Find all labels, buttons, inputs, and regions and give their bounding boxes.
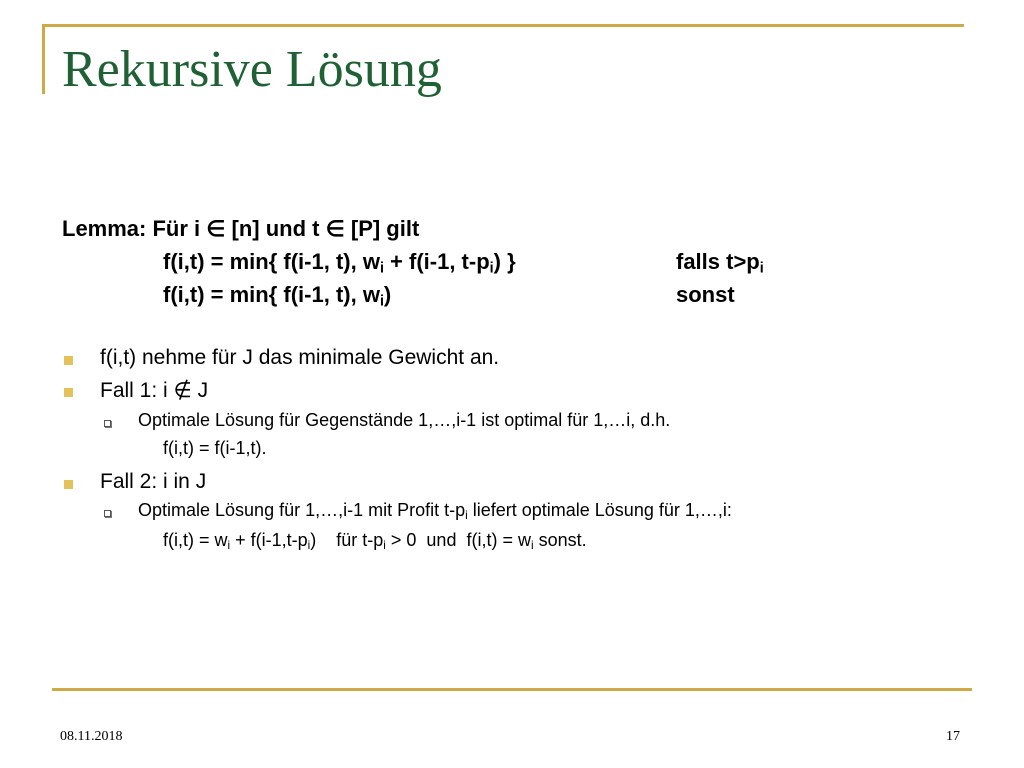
bullet-case-1: Fall 1: i ∉ J bbox=[100, 379, 209, 402]
case-1-formula: f(i,t) = f(i-1,t). bbox=[163, 438, 267, 458]
bullet-case-2: Fall 2: i in J bbox=[100, 470, 207, 493]
case-1-detail: Optimale Lösung für Gegenstände 1,…,i-1 ist optimal für 1,…i, d.h. bbox=[138, 410, 671, 430]
page-number: 17 bbox=[946, 729, 960, 744]
square-bullet-icon bbox=[64, 388, 73, 397]
case-2-formula: $f(i,t) = w_i + f(i-1,t-p_i)$ für $t-p_i > 0$ und $f(i,t) = w_i$ sonst. bbox=[163, 530, 587, 552]
hollow-square-bullet-icon bbox=[104, 510, 111, 517]
footer-date: 08.11.2018 bbox=[60, 729, 123, 744]
case-2-detail: Optimale Lösung für 1,…,i-1 mit Profit $t-p_i$ liefert optimale Lösung für 1,…,i: bbox=[138, 500, 732, 522]
square-bullet-icon bbox=[64, 356, 73, 365]
lemma-condition-1: falls $t>p_i$ bbox=[676, 249, 764, 277]
lemma-heading: Lemma: Für i ∈ [n] und t ∈ [P] gilt bbox=[62, 216, 420, 241]
frame-top-line bbox=[42, 24, 964, 27]
lemma-equation-2: f(i,t) = min{ f(i-1, t), $w_i$) bbox=[163, 282, 392, 310]
slide-title: Rekursive Lösung bbox=[62, 41, 442, 98]
footer-line bbox=[52, 688, 972, 691]
lemma-equation-1: f(i,t) = min{ f(i-1, t), $w_i + f(i-1$, $t-p_i$) } bbox=[163, 249, 516, 277]
hollow-square-bullet-icon bbox=[104, 420, 111, 427]
square-bullet-icon bbox=[64, 480, 73, 489]
lemma-condition-2: sonst bbox=[676, 282, 735, 307]
frame-left-line bbox=[42, 24, 45, 94]
bullet-weight: f(i,t) nehme für J das minimale Gewicht an. bbox=[100, 346, 500, 369]
